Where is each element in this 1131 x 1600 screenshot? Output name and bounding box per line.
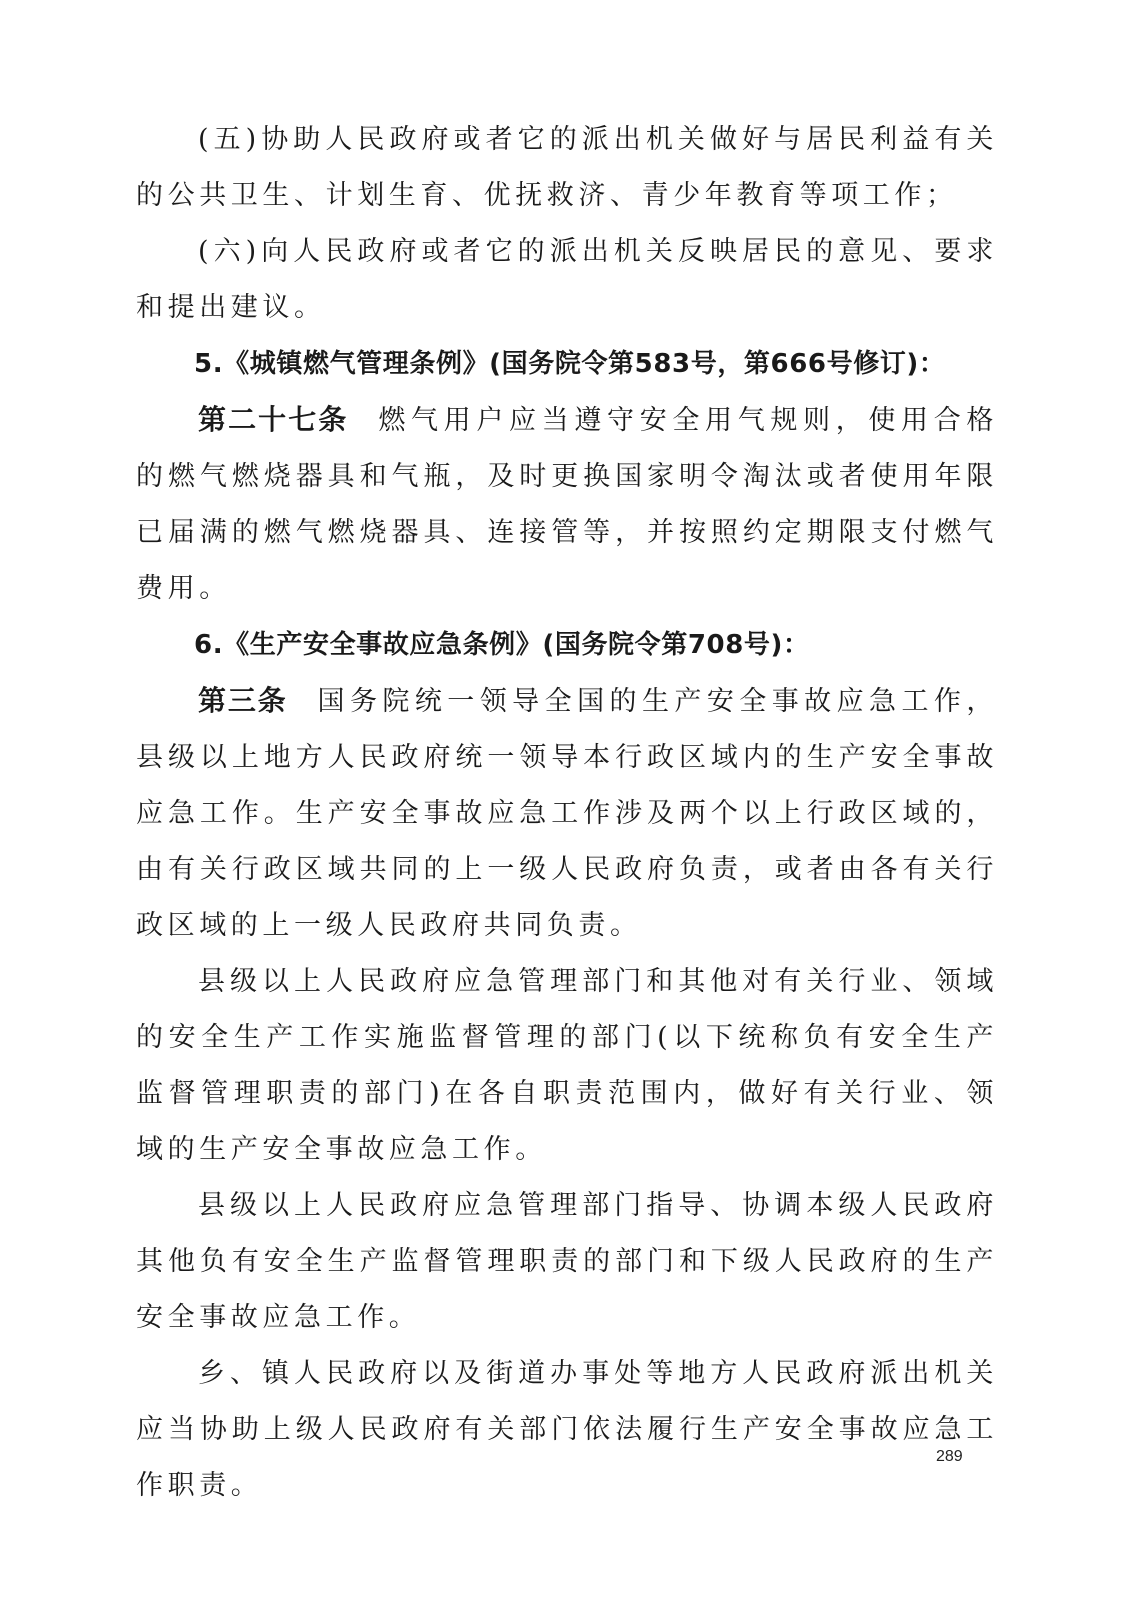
paragraph-item-6: (六)向人民政府或者它的派出机关反映居民的意见、要求和提出建议。 <box>136 236 998 323</box>
regulation-heading-emergency: 6.《生产安全事故应急条例》(国务院令第708号)： <box>194 630 810 660</box>
article-text: 国务院统一领导全国的生产安全事故应急工作，县级以上地方人民政府统一领导本行政区域内的生产安全事故应急工作。生产安全事故应急工作涉及两个以上行政区域的，由有关行政区域共同的上一级人民政府负责，或者由各有关行政区域的上一级人民政府共同负责。 <box>136 686 998 941</box>
article-3 <box>136 673 998 954</box>
document-body <box>136 112 998 1514</box>
article-3-paragraph-3: 县级以上人民政府应急管理部门指导、协调本级人民政府其他负有安全生产监督管理职责的部门和下级人民政府的生产安全事故应急工作。 <box>136 1190 998 1333</box>
paragraph-item-5: (五)协助人民政府或者它的派出机关做好与居民利益有关的公共卫生、计划生育、优抚救济、青少年教育等项工作； <box>136 124 998 211</box>
article-3-paragraph-2: 县级以上人民政府应急管理部门和其他对有关行业、领域的安全生产工作实施监督管理的部门(以下统称负有安全生产监督管理职责的部门)在各自职责范围内，做好有关行业、领域的生产安全事故应急工作。 <box>136 966 998 1165</box>
article-label: 第三条 <box>198 684 288 717</box>
article-text: 燃气用户应当遵守安全用气规则，使用合格的燃气燃烧器具和气瓶，及时更换国家明令淘汰或者使用年限已届满的燃气燃烧器具、连接管等，并按照约定期限支付燃气费用。 <box>136 405 998 604</box>
page-number: 289 <box>936 1448 963 1465</box>
regulation-heading-gas: 5.《城镇燃气管理条例》(国务院令第583号，第666号修订)： <box>194 349 946 379</box>
article-3-paragraph-4: 乡、镇人民政府以及街道办事处等地方人民政府派出机关应当协助上级人民政府有关部门依法履行生产安全事故应急工作职责。 <box>136 1358 998 1501</box>
article-label: 第二十七条 <box>198 403 349 436</box>
article-27 <box>136 392 998 617</box>
